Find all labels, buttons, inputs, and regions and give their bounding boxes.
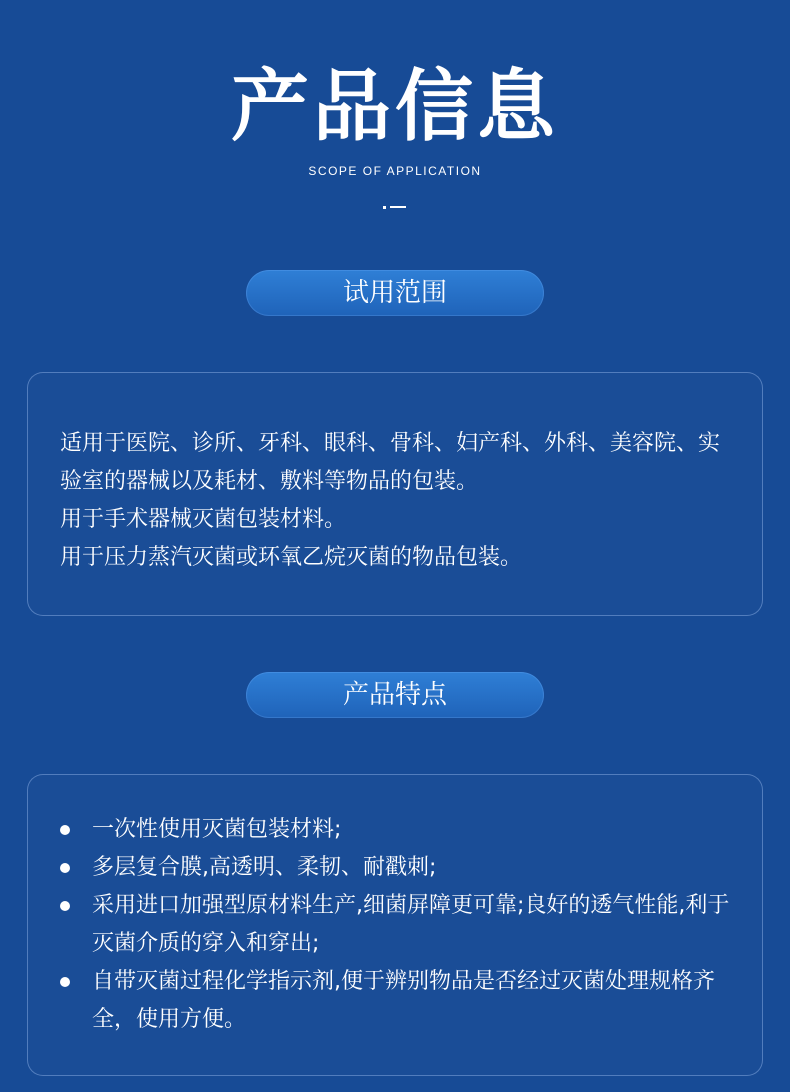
- scope-paragraph: 用于压力蒸汽灭菌或环氧乙烷灭菌的物品包装。: [60, 545, 523, 570]
- divider-decoration: [383, 204, 407, 210]
- feature-text: 自带灭菌过程化学指示剂,便于辨别物品是否经过灭菌处理规格齐全，使用方便。: [92, 969, 715, 1032]
- section-heading-features: 产品特点: [246, 672, 544, 718]
- list-item: [60, 963, 732, 1039]
- divider-dot: [383, 206, 386, 209]
- page-title: 产品信息: [230, 62, 559, 152]
- bullet-icon: [60, 977, 70, 987]
- page-subtitle: SCOPE OF APPLICATION: [308, 164, 482, 178]
- scope-paragraph: 适用于医院、诊所、牙科、眼科、骨科、妇产科、外科、美容院、实验室的器械以及耗材、敷料等物品的包装。: [60, 431, 721, 494]
- list-item: [60, 811, 732, 849]
- section-heading-scope: 试用范围: [246, 270, 544, 316]
- divider-dash: [390, 206, 406, 208]
- feature-text: 多层复合膜,高透明、柔韧、耐戳刺;: [92, 855, 437, 880]
- feature-text: 一次性使用灭菌包装材料;: [92, 817, 342, 842]
- scope-paragraph: 用于手术器械灭菌包装材料。: [60, 507, 347, 532]
- features-list: [60, 811, 732, 1039]
- bullet-icon: [60, 863, 70, 873]
- list-item: [60, 887, 732, 963]
- bullet-icon: [60, 901, 70, 911]
- features-card: [27, 774, 763, 1076]
- bullet-icon: [60, 825, 70, 835]
- list-item: [60, 849, 732, 887]
- feature-text: 采用进口加强型原材料生产,细菌屏障更可靠;良好的透气性能,利于灭菌介质的穿入和穿出;: [92, 893, 730, 956]
- scope-card: [27, 372, 763, 616]
